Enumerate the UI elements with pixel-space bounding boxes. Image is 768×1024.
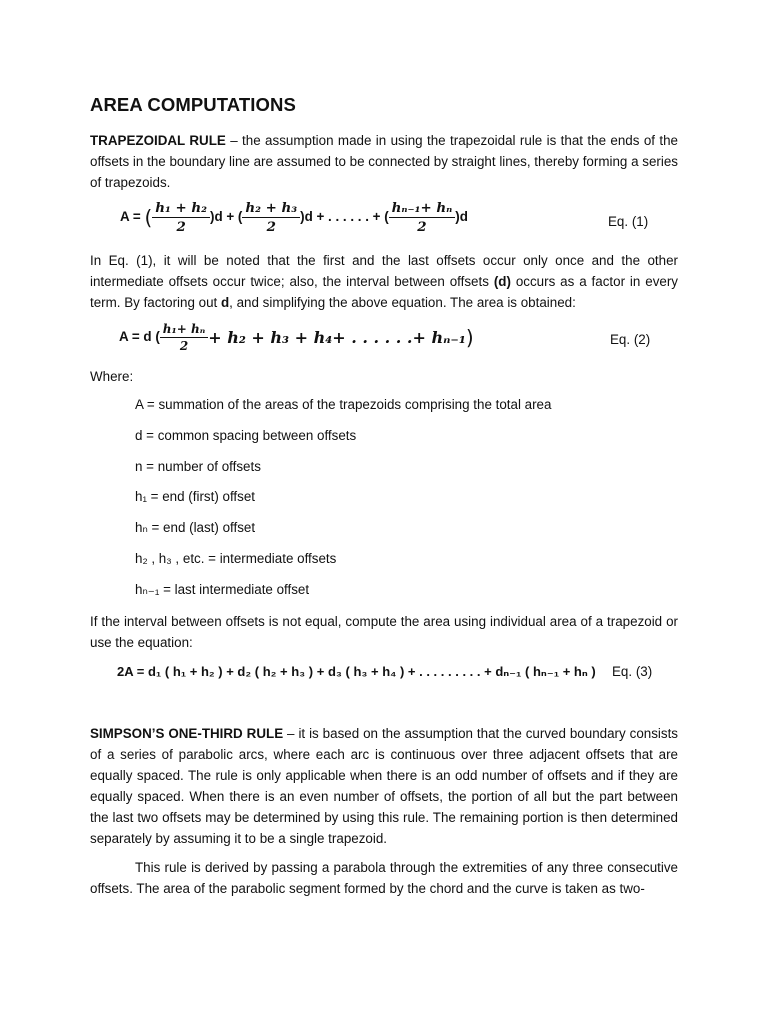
eq1-sep-2: )d + . . . . . . + (	[300, 209, 389, 225]
unequal-interval-paragraph: If the interval between offsets is not equal, compute the area using individual area of a trapezoid or use the equation:	[90, 614, 678, 650]
eq1-sep-3: )d	[455, 209, 468, 225]
trapezoidal-paragraph	[90, 130, 678, 193]
definition-n: n = number of offsets	[135, 459, 261, 474]
definition-intermediate: h₂ , h₃ , etc. = intermediate offsets	[135, 551, 337, 566]
eq1-label: Eq. (1)	[608, 214, 649, 229]
eq2-lhs: A = d (	[119, 329, 160, 345]
eq2-fraction: $\frac{\text{h₁+ hₙ}}{2}$	[160, 322, 208, 353]
eq1-fraction-3: $\frac{\text{hₙ₋₁+ hₙ}}{2}$	[389, 200, 456, 235]
eq3-label: Eq. (3)	[612, 664, 653, 679]
definition-hn-1: hₙ₋₁ = last intermediate offset	[135, 582, 310, 597]
eq1-lhs: A =	[120, 209, 141, 225]
page-title: AREA COMPUTATIONS	[90, 94, 296, 115]
definition-h1: h₁ = end (first) offset	[135, 489, 256, 504]
eq1-fraction-2: $\frac{\text{h₂ + h₃}}{2}$	[242, 200, 300, 235]
document-page: AREA COMPUTATIONS TRAPEZOIDAL RULE – the assumption made in using the trapezoidal rule is that the ends of the offsets in the boundary line are assumed to be connected by straight lines, thereby forming a series of trapezoids. A = ( $\frac{\text{h₁ + h₂}}{2}$ )d + ( $\frac{\text{h₂ + h₃}}{2}$ )d + . . . . . . + ( $\frac{\text{hₙ₋₁+ hₙ}}{2}$ )d Eq. (1) In Eq. (1), it will be noted that the first and the last offsets occur only once and the other intermediate offsets occur twice; also, the interval between offsets (d) occurs as a factor in every term. By factoring out d, and simplifying the above equation. The area is obtained: A = d ( $\frac{\text{h₁+ hₙ}}{2}$ + h₂ + h₃ + h₄+ . . . . . .+ hₙ₋₁) Eq. (2) Where: A = summation of the areas of the trapezoids comprising the total area d = common spacing between offsets n = number of offsets h₁ = end (first) offset hₙ = end (last) offset h₂ , h₃ , etc. = intermediate offsets hₙ₋₁ = last intermediate offset If the interval between offsets is not equal, compute the area using individual area of a trapezoid or use the equation: 2A = d₁ ( h₁ + h₂ ) + d₂ ( h₂ + h₃ ) + d₃ ( h₃ + h₄ ) + . . . . . . . . . + dₙ₋₁ ( hₙ₋₁ + hₙ ) Eq. (3) SIMPSON’S ONE-THIRD RULE – it is based on the assumption that the curved boundary consists of a series of parabolic arcs, where each arc is continuous over three adjacent offsets that are equally spaced. The rule is only applicable when there is an odd number of offsets and if they are equally spaced. When there is an even number of offsets, the portion of all but the part between the last two offsets may be determined by using this rule. The remaining portion is then determined separately by assuming it to be a single trapezoid. This rule is derived by passing a parabola through the extremities of any three consecutive offsets. The area of the parabolic segment formed by the chord and the curve is taken as two-	[0, 0, 768, 1024]
factoring-paragraph: In Eq. (1), it will be noted that the first and the last offsets occur only once and the other intermediate offsets occur twice; also, the interval between offsets (d) occurs as a factor in every term. By factoring out d, and simplifying the above equation. The area is obtained:	[90, 253, 678, 310]
eq2-terms: + h₂ + h₃ + h₄+ . . . . . .+ hₙ₋₁	[208, 328, 466, 347]
definition-A: A = summation of the areas of the trapezoids comprising the total area	[135, 397, 552, 412]
simpson-term: SIMPSON’S ONE-THIRD RULE	[90, 726, 284, 741]
definition-hn: hₙ = end (last) offset	[135, 520, 256, 535]
trapezoidal-term: TRAPEZOIDAL RULE	[90, 133, 226, 148]
derivation-paragraph: This rule is derived by passing a parabola through the extremities of any three consecutive offsets. The area of the parabolic segment formed by the chord and the curve is taken as two-	[90, 860, 678, 896]
equation-3: 2A = d₁ ( h₁ + h₂ ) + d₂ ( h₂ + h₃ ) + d₃ ( h₃ + h₄ ) + . . . . . . . . . + dₙ₋₁ ( hₙ₋₁ + hₙ )	[117, 664, 596, 679]
eq1-fraction-1: $\frac{\text{h₁ + h₂}}{2}$	[152, 200, 210, 235]
simpson-paragraph	[90, 723, 678, 849]
eq2-label: Eq. (2)	[610, 332, 651, 347]
simpson-text: – it is based on the assumption that the curved boundary consists of a series of parabolic arcs, where each arc is continuous over three adjacent offsets that are equally spaced. The rule is only applicable when there is an odd number of offsets and if they are equally spaced. When there is an even number of offsets, the portion of all but the part between the last two offsets may be determined by using this rule. The remaining portion is then determined separately by assuming it to be a single trapezoid.	[90, 726, 679, 846]
trapezoidal-text: – the assumption made in using the trapezoidal rule is that the ends of the offsets in the boundary line are assumed to be connected by straight lines, thereby forming a series of trapezoids.	[90, 133, 678, 190]
eq1-sep-1: )d + (	[210, 209, 243, 225]
where-label: Where:	[90, 369, 134, 384]
definition-d: d = common spacing between offsets	[135, 428, 357, 443]
